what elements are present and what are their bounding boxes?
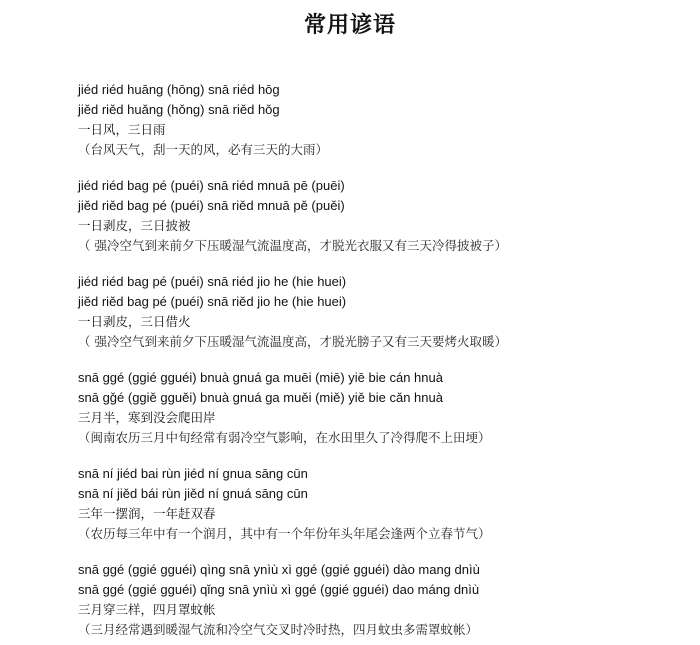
proverb-text: 一日剥皮，三日借火: [78, 314, 191, 329]
proverb-entry: [78, 464, 678, 544]
proverb-explanation: （ 强冷空气到来前夕下压暖湿气流温度高，才脱光衣服又有三天冷得披被子）: [78, 238, 507, 253]
proverb-explanation: （闽南农历三月中旬经常有弱冷空气影响，在水田里久了冷得爬不上田埂）: [78, 430, 491, 445]
proverb-explanation: （农历每三年中有一个润月，其中有一个年份年头年尾会逢两个立春节气）: [78, 526, 491, 541]
proverb-text: 三年一摆润，一年赶双春: [78, 506, 216, 521]
proverb-entry: [78, 80, 678, 160]
romanization-line: jiéd riéd bag pé (puéi) snā riéd mnuā pē (puēi): [78, 178, 345, 193]
page-title: 常用谚语: [303, 12, 396, 38]
proverb-entry: [78, 560, 678, 640]
proverb-text: 三月穿三样，四月罩蚊帐: [78, 602, 216, 617]
romanization-line: jiěd riěd bag pé (puéi) snā riěd jio he (hie huei): [78, 294, 347, 309]
proverb-text: 一日剥皮，三日披被: [78, 218, 191, 233]
romanization-line: jiěd riěd bag pé (puéi) snā riěd mnuā pě (puěi): [78, 198, 345, 213]
romanization-line: jiěd riěd huǎng (hǒng) snā riěd hǒg: [78, 102, 280, 117]
romanization-line: snā ggé (ggié gguéi) qìng snā ynìù xì ggé (ggié gguéi) dào mang dnìù: [78, 562, 480, 577]
romanization-line: snā ggé (ggié gguéi) qǐng snā ynìù xì ggé (ggié gguéi) dao máng dnìù: [78, 582, 480, 597]
proverb-explanation: （ 强冷空气到来前夕下压暖湿气流温度高，才脱光膀子又有三天要烤火取暖）: [78, 334, 507, 349]
romanization-line: jiéd riéd huāng (hōng) snā riéd hōg: [78, 82, 280, 97]
proverb-explanation: （三月经常遇到暖湿气流和冷空气交叉时冷时热，四月蚊虫多需罩蚊帐）: [78, 622, 479, 637]
romanization-line: snā ní jiéd bai rùn jiéd ní gnua sāng cūn: [78, 466, 308, 481]
proverb-text: 一日风，三日雨: [78, 122, 166, 137]
proverb-entry: [78, 272, 678, 352]
proverb-entry: [78, 176, 678, 256]
proverb-text: 三月半，寒到没会爬田岸: [78, 410, 216, 425]
romanization-line: snā ní jiěd bái rùn jiěd ní gnuá sāng cūn: [78, 486, 308, 501]
proverb-explanation: （台风天气，刮一天的风，必有三天的大雨）: [78, 142, 329, 157]
romanization-line: snā ggé (ggié gguéi) bnuà gnuá ga muēi (miē) yiē bie cán hnuà: [78, 370, 443, 385]
romanization-line: jiéd riéd bag pé (puéi) snā riéd jio he (hie huei): [78, 274, 347, 289]
proverb-entry: [78, 368, 678, 448]
romanization-line: snā gǧé (ggiě gguěi) bnuà gnuá ga muěi (miě) yiě bie cǎn hnuà: [78, 390, 443, 405]
